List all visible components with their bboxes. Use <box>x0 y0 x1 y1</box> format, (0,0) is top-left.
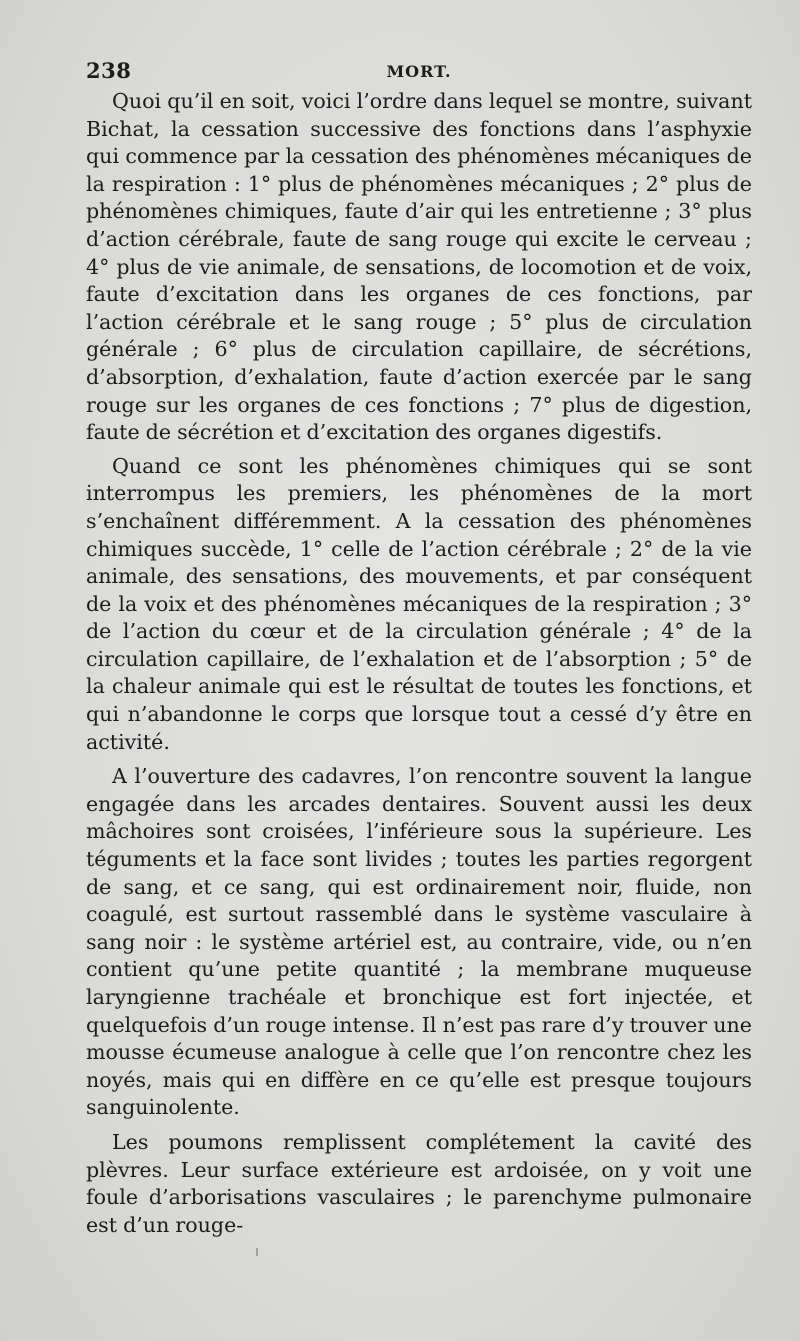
paragraph: Les poumons remplissent complétement la cavité des plèvres. Leur surface extérieure est ardoisée, on y voit une foule d’arborisations vasculaires ; le parenchyme pulmonaire est d’un rouge- <box>86 1129 752 1237</box>
paragraph: Quand ce sont les phénomènes chimiques qui se sont interrompus les premiers, les phénomènes de la mort s’enchaînent différemment. A la cessation des phénomènes chimiques succède, 1° celle de l’action cérébrale ; 2° de la vie animale, des sensations, des mouvements, et par conséquent de la voix et des phénomènes mécaniques de la respiration ; 3° de l’action du cœur et de la circulation générale ; 4° de la circulation capillaire, de l’exhalation et de l’absorption ; 5° de la chaleur animale qui est le résultat de toutes les fonctions, et qui n’abandonne le corps que lorsque tout a cessé d’y être en activité. <box>86 453 752 754</box>
paper-speck <box>256 1248 258 1256</box>
running-head: MORT. <box>386 62 452 81</box>
paragraph: A l’ouverture des cadavres, l’on rencontre souvent la langue engagée dans les arcades dentaires. Souvent aussi les deux mâchoires sont croisées, l’inférieure sous la supérieure. Les téguments et la face sont livides ; toutes les parties regorgent de sang, et ce sang, qui est ordinairement noir, fluide, non coagulé, est surtout rassemblé dans le système vasculaire à sang noir : le système artériel est, au contraire, vide, ou n’en contient qu’une petite quantité ; la membrane muqueuse laryngienne trachéale et bronchique est fort injectée, et quelquefois d’un rouge intense. Il n’est pas rare d’y trouver une mousse écumeuse analogue à celle que l’on rencontre chez les noyés, mais qui en diffère en ce qu’elle est presque toujours sanguinolente. <box>86 764 752 1120</box>
page-header <box>86 58 752 88</box>
page-number: 238 <box>86 58 132 83</box>
body-text <box>86 88 752 1246</box>
paragraph: Quoi qu’il en soit, voici l’ordre dans lequel se montre, suivant Bichat, la cessation successive des fonctions dans l’asphyxie qui commence par la cessation des phénomènes mécaniques de la respiration : 1° plus de phénomènes mécaniques ; 2° plus de phénomènes chimiques, faute d’air qui les entretienne ; 3° plus d’action cérébrale, faute de sang rouge qui excite le cerveau ; 4° plus de vie animale, de sensations, de locomotion et de voix, faute d’excitation dans les organes de ces fonctions, par l’action cérébrale et le sang rouge ; 5° plus de circulation générale ; 6° plus de circulation capillaire, de sécrétions, d’absorption, d’exhalation, faute d’action exercée par le sang rouge sur les organes de ces fonctions ; 7° plus de digestion, faute de sécrétion et d’excitation des organes digestifs. <box>86 89 752 445</box>
